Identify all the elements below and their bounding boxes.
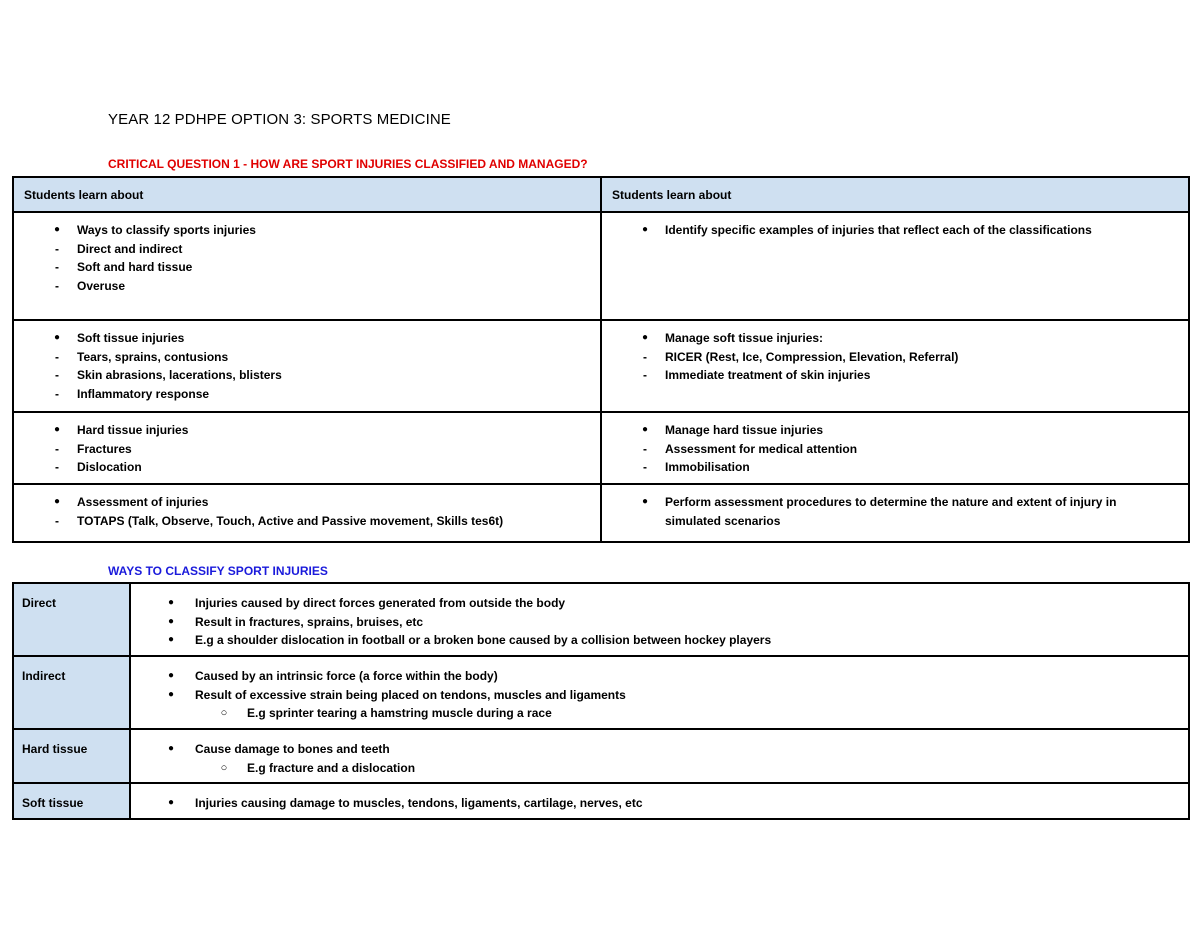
- list-item: [602, 440, 1188, 459]
- learn-table-row: [13, 484, 1189, 542]
- dash-marker: -: [55, 349, 59, 364]
- list-item: [602, 493, 1188, 530]
- list-item-text: Overuse: [77, 278, 126, 293]
- classification-label: Direct: [13, 583, 130, 656]
- bullet-list: [602, 329, 1188, 385]
- classify-injuries-table: [12, 582, 1190, 820]
- bullet-list: [131, 594, 1188, 650]
- list-item-text: Soft and hard tissue: [77, 260, 193, 275]
- classification-description: [130, 656, 1189, 729]
- list-item-text: Dislocation: [77, 460, 142, 475]
- list-item-text: Perform assessment procedures to determine the nature and extent of injury in simulated scenarios: [665, 495, 1117, 528]
- list-item: [131, 759, 1188, 778]
- bullet-icon: ●: [167, 688, 175, 700]
- learn-cell-right: [601, 212, 1189, 320]
- dash-marker: -: [55, 278, 59, 293]
- bullet-list: [131, 794, 1188, 813]
- learn-cell-right: [601, 484, 1189, 542]
- bullet-icon: ●: [53, 224, 61, 235]
- list-item: [602, 348, 1188, 367]
- learn-table-row: [13, 412, 1189, 484]
- learn-header-right: Students learn about: [601, 177, 1189, 212]
- bullet-icon: ●: [641, 224, 649, 235]
- list-item-text: E.g sprinter tearing a hamstring muscle during a race: [247, 706, 552, 721]
- list-item: [131, 613, 1188, 632]
- list-item-text: Soft tissue injuries: [77, 331, 185, 345]
- classification-label: Soft tissue: [13, 783, 130, 819]
- list-item-text: Immediate treatment of skin injuries: [665, 368, 871, 383]
- list-item-text: Result in fractures, sprains, bruises, etc: [195, 614, 424, 629]
- bullet-list: [131, 740, 1188, 777]
- bullet-icon: ●: [53, 424, 61, 435]
- list-item-text: TOTAPS (Talk, Observe, Touch, Active and Passive movement, Skills tes6t): [77, 513, 504, 528]
- dash-marker: -: [55, 368, 59, 383]
- learn-cell-left: [13, 212, 601, 320]
- list-item: [14, 385, 600, 404]
- classification-label: Indirect: [13, 656, 130, 729]
- list-item: [131, 794, 1188, 813]
- list-item-text: Injuries caused by direct forces generated from outside the body: [195, 596, 566, 610]
- dash-marker: -: [643, 460, 647, 475]
- list-item-text: E.g a shoulder dislocation in football or a broken bone caused by a collision between hockey players: [195, 633, 772, 648]
- bullet-list: [14, 493, 600, 530]
- dash-marker: -: [643, 349, 647, 364]
- bullet-icon: ●: [53, 332, 61, 343]
- list-item: [131, 631, 1188, 650]
- bullet-list: [14, 221, 600, 295]
- list-item: [14, 493, 600, 512]
- bullet-list: [602, 221, 1188, 240]
- list-item: [602, 421, 1188, 440]
- list-item: [14, 348, 600, 367]
- list-item: [14, 329, 600, 348]
- bullet-icon: ●: [167, 670, 175, 681]
- list-item: [14, 366, 600, 385]
- learn-header-left: Students learn about: [13, 177, 601, 212]
- bullet-icon: ●: [167, 615, 175, 627]
- list-item-text: Manage soft tissue injuries:: [665, 331, 824, 345]
- dash-marker: -: [55, 386, 59, 401]
- list-item: [131, 594, 1188, 613]
- list-item-text: Result of excessive strain being placed on tendons, muscles and ligaments: [195, 687, 626, 702]
- list-item-text: Caused by an intrinsic force (a force within the body): [195, 669, 498, 683]
- list-item-text: Inflammatory response: [77, 386, 210, 401]
- classification-description: [130, 729, 1189, 783]
- bullet-icon: ●: [167, 634, 175, 646]
- list-item: [14, 458, 600, 477]
- list-item: [602, 458, 1188, 477]
- list-item-text: Fractures: [77, 441, 132, 456]
- classification-description: [130, 583, 1189, 656]
- learn-cell-left: [13, 484, 601, 542]
- dash-marker: -: [55, 260, 59, 275]
- learn-cell-left: [13, 412, 601, 484]
- list-item: [14, 277, 600, 296]
- list-item: [14, 240, 600, 259]
- list-item-text: Skin abrasions, lacerations, blisters: [77, 368, 282, 383]
- list-item: [14, 512, 600, 531]
- bullet-icon: ●: [167, 797, 175, 808]
- list-item: [602, 329, 1188, 348]
- list-item-text: Tears, sprains, contusions: [77, 349, 229, 364]
- bullet-icon: ●: [641, 496, 649, 507]
- list-item-text: Direct and indirect: [77, 241, 183, 256]
- bullet-icon: ●: [53, 496, 61, 507]
- list-item: [14, 258, 600, 277]
- dash-marker: -: [55, 513, 59, 528]
- list-item-text: Manage hard tissue injuries: [665, 423, 824, 437]
- dash-marker: -: [643, 441, 647, 456]
- hollow-bullet-icon: ○: [220, 707, 228, 720]
- list-item: [131, 704, 1188, 723]
- learn-cell-right: [601, 320, 1189, 412]
- learn-table-row: [13, 212, 1189, 320]
- bullet-list: [602, 493, 1188, 530]
- list-item-text: Assessment of injuries: [77, 495, 209, 509]
- list-item: [131, 686, 1188, 705]
- bullet-icon: ●: [167, 743, 175, 754]
- document-title: YEAR 12 PDHPE OPTION 3: SPORTS MEDICINE: [108, 111, 451, 128]
- bullet-list: [131, 667, 1188, 723]
- bullet-list: [14, 329, 600, 403]
- learn-table-row: [13, 320, 1189, 412]
- classification-label: Hard tissue: [13, 729, 130, 783]
- list-item: [602, 221, 1188, 240]
- list-item: [602, 366, 1188, 385]
- classification-description: [130, 783, 1189, 819]
- list-item-text: Injuries causing damage to muscles, tendons, ligaments, cartilage, nerves, etc: [195, 796, 643, 810]
- classify-table-row: [13, 656, 1189, 729]
- list-item-text: Immobilisation: [665, 460, 750, 475]
- learn-table-header-row: [13, 177, 1189, 212]
- list-item-text: E.g fracture and a dislocation: [247, 760, 416, 775]
- bullet-list: [14, 421, 600, 477]
- ways-to-classify-heading: WAYS TO CLASSIFY SPORT INJURIES: [108, 564, 328, 578]
- bullet-icon: ●: [641, 424, 649, 435]
- list-item: [14, 221, 600, 240]
- bullet-list: [602, 421, 1188, 477]
- classify-table-row: [13, 783, 1189, 819]
- list-item: [131, 667, 1188, 686]
- dash-marker: -: [55, 241, 59, 256]
- classify-table-row: [13, 729, 1189, 783]
- dash-marker: -: [643, 368, 647, 383]
- list-item-text: Hard tissue injuries: [77, 423, 189, 437]
- list-item: [131, 740, 1188, 759]
- bullet-icon: ●: [167, 597, 175, 608]
- hollow-bullet-icon: ○: [220, 761, 228, 774]
- students-learn-table: [12, 176, 1190, 543]
- list-item-text: Cause damage to bones and teeth: [195, 742, 390, 756]
- list-item-text: Ways to classify sports injuries: [77, 223, 256, 237]
- critical-question-heading: CRITICAL QUESTION 1 - HOW ARE SPORT INJURIES CLASSIFIED AND MANAGED?: [108, 157, 588, 171]
- list-item: [14, 440, 600, 459]
- classify-table-row: [13, 583, 1189, 656]
- bullet-icon: ●: [641, 332, 649, 343]
- learn-cell-left: [13, 320, 601, 412]
- list-item-text: Assessment for medical attention: [665, 441, 858, 456]
- dash-marker: -: [55, 441, 59, 456]
- dash-marker: -: [55, 460, 59, 475]
- list-item: [14, 421, 600, 440]
- list-item-text: Identify specific examples of injuries that reflect each of the classifications: [665, 223, 1092, 237]
- learn-cell-right: [601, 412, 1189, 484]
- list-item-text: RICER (Rest, Ice, Compression, Elevation, Referral): [665, 349, 959, 364]
